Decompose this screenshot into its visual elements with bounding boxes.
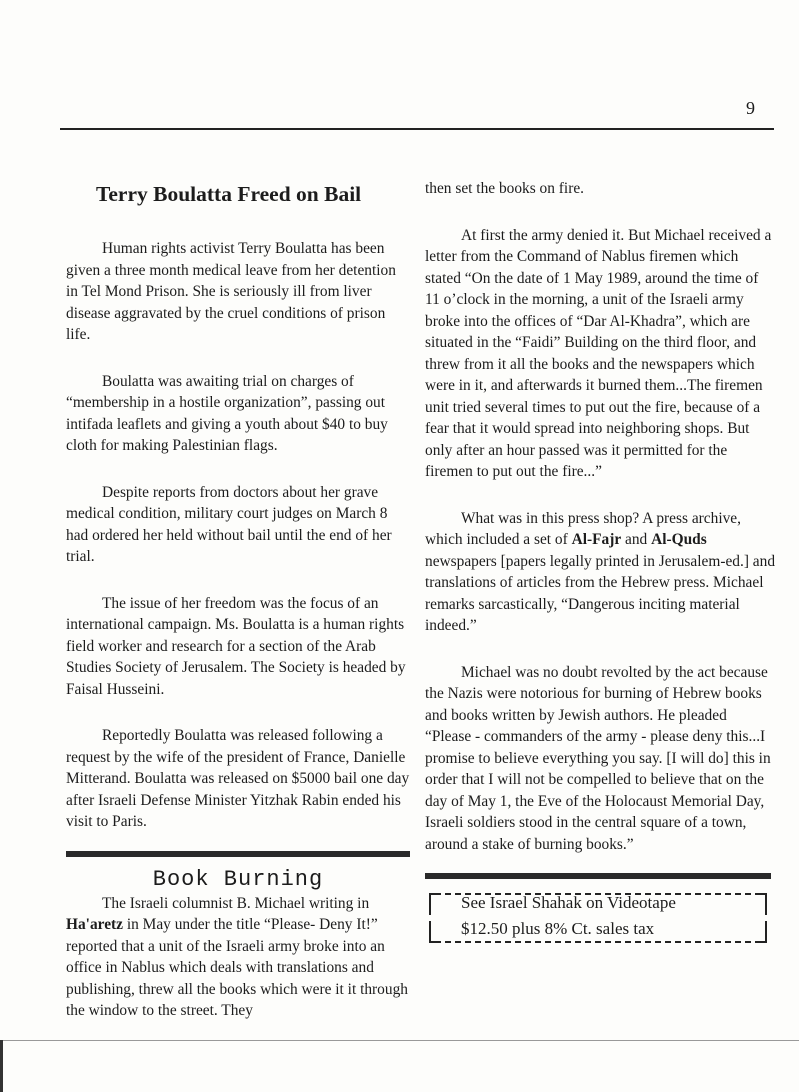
publication-al-quds: Al-Quds [651,531,707,548]
bracket-top-left [429,893,441,915]
bracket-top-right [755,893,767,915]
book-burning-paragraph-4: Michael was no doubt revolted by the act because the Nazis were notorious for burning of Hebrew books and books written by Jewish authors. He pleaded “Please - commanders of the army - please deny this...I promise to believe everything you say. [I will do] this in order that I will not be compelled to believe that on the day of May 1, the Eve of the Holocaust Memorial Day, Israeli soldiers stood in the central square of a town, around a stake of burning books.” [425,663,771,853]
article-paragraph-4: The issue of her freedom was the focus of an international campaign. Ms. Boulatta is a human rights field worker and research for a section of the Arab Studies Society of Jerusalem. The Society is headed by Faisal Husseini. [66,594,406,698]
article-paragraph-1: Human rights activist Terry Boulatta has been given a three month medical leave from her detention in Tel Mond Prison. She is seriously ill from liver disease aggravated by the cruel conditions of prison life. [66,240,396,343]
article-paragraph-5: Reportedly Boulatta was released following a request by the wife of the president of France, Danielle Mitterand. Boulatta was released on $5000 bail one day after Israeli Defense Minister Yitzhak Rabin ended his visit to Paris. [66,727,410,830]
scan-corner-mark [0,1040,3,1092]
book-burning-p1-start: The Israeli columnist B. Michael writing in [102,894,370,912]
videotape-ad [425,887,771,945]
ad-divider [425,873,771,879]
book-burning-paragraph-1 [66,893,410,1022]
book-burning-paragraph-2: At first the army denied it. But Michael received a letter from the Command of Nablus firemen which stated “On the date of 1 May 1989, around the time of 11 o’clock in the morning, a unit of the Israeli army broke into the offices of “Dar Al-Khadra”, which are situated in the “Faidi” Building on the third floor, and threw from it all the books and the newspapers which were in it, and afterwards it burned them...The firemen unit tried several times to put out the fire, because of a fear that it would spread into neighboring shops. But only after an hour passed was it permitted for the firemen to put out the fire...” [425,226,772,480]
ad-dashed-bottom [445,941,751,943]
book-burning-p3-start: What was in this press shop? A press archive, which included a set of [425,509,741,548]
bracket-bottom-left [429,921,441,943]
article-paragraph-3: Despite reports from doctors about her grave medical condition, military court judges on March 8 had ordered her held without bail until the end of her trial. [66,483,392,565]
ad-line-2: $12.50 plus 8% Ct. sales tax [461,919,655,938]
publication-al-fajr: Al-Fajr [571,531,622,548]
article-paragraph-2: Boulatta was awaiting trial on charges of “membership in a hostile organization”, passing out intifada leaflets and giving a youth about $40 to buy cloth for making Palestinian flags. [66,372,388,454]
section-divider [66,851,410,857]
left-column [66,180,410,1022]
book-burning-p3-and: and [621,531,652,548]
scan-edge-line [0,1040,799,1041]
right-column [425,178,775,945]
book-burning-p3-end: newspapers [papers legally printed in Jerusalem-ed.] and translations of articles from the Hebrew press. Michael remarks sarcastically, “Dangerous inciting material indeed.” [425,552,776,634]
header-rule [60,128,774,130]
publication-haaretz: Ha'aretz [66,916,123,933]
book-burning-p1-end: in May under the title “Please- Deny It!” reported that a unit of the Israeli army broke into an office in Nablus which deals with translations and publishing, threw all the books which were it it through the window to the street. They [66,916,408,1019]
book-burning-paragraph-3 [425,508,775,637]
bracket-bottom-right [755,921,767,943]
ad-line-1: See Israel Shahak on Videotape [461,893,676,912]
article-title: Terry Boulatta Freed on Bail [96,182,362,206]
book-burning-title: Book Burning [152,866,324,892]
book-burning-continued: then set the books on fire. [425,180,585,197]
page-number: 9 [746,98,755,118]
